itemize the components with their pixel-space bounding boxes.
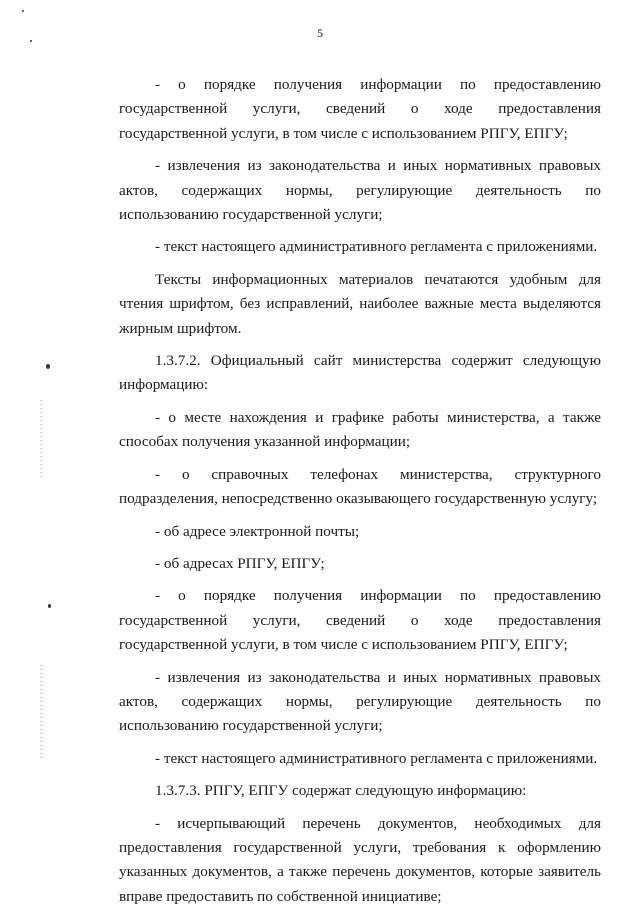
list-item-legislation-excerpts: - извлечения из законодательства и иных нормативных правовых актов, содержащих нормы, регулирующие деятельность по использованию государственной услуги;: [119, 157, 601, 224]
scan-speck: [48, 604, 51, 608]
list-item-regulation-text: - текст настоящего административного регламента с приложениями.: [155, 749, 598, 767]
list-item-legislation-excerpts: - извлечения из законодательства и иных нормативных правовых актов, содержащих нормы, регулирующие деятельность по использованию государственной услуги;: [119, 668, 601, 735]
scan-speck: [46, 364, 50, 369]
list-item-info-order: - о порядке получения информации по предоставлению государственной услуги, сведений о ходе предоставления государственной услуги, в том числе с использованием РПГУ, ЕПГУ;: [119, 587, 601, 654]
list-item-info-order: - о порядке получения информации по предоставлению государственной услуги, сведений о ходе предоставления государственной услуги, в том числе с использованием РПГУ, ЕПГУ;: [119, 76, 601, 142]
document-body: [119, 73, 601, 909]
list-item-email: - об адресе электронной почты;: [155, 522, 360, 540]
list-item-regulation-text: - текст настоящего административного регламента с приложениями.: [155, 238, 598, 256]
list-item-documents-list: - исчерпывающий перечень документов, необходимых для предоставления государственной услуги, требования к оформлению указанных документов, а также перечень документов, которые заявитель вправе предоставить по собственной инициативе;: [119, 814, 601, 905]
scan-speck: [30, 40, 32, 42]
list-item-phone-numbers: - о справочных телефонах министерства, структурного подразделения, непосредственно оказывающего государственную услугу;: [119, 465, 601, 508]
list-item-location-schedule: - о месте нахождения и графике работы министерства, а также способах получения указанной информации;: [119, 408, 601, 451]
section-1-3-7-3-heading: 1.3.7.3. РПГУ, ЕПГУ содержат следующую информацию:: [155, 782, 527, 800]
scan-margin-marks: [40, 665, 43, 760]
section-1-3-7-2-heading: 1.3.7.2. Официальный сайт министерства содержит следующую информацию:: [119, 352, 601, 394]
paragraph-print-requirements: Тексты информационных материалов печатаются удобным для чтения шрифтом, без исправлений, наиболее важные места выделяются жирным шрифтом.: [119, 270, 601, 337]
scan-speck: [22, 10, 24, 12]
scan-margin-marks: [40, 400, 43, 480]
list-item-portal-addresses: - об адресах РПГУ, ЕПГУ;: [155, 554, 325, 572]
page-number: 5: [317, 26, 323, 40]
